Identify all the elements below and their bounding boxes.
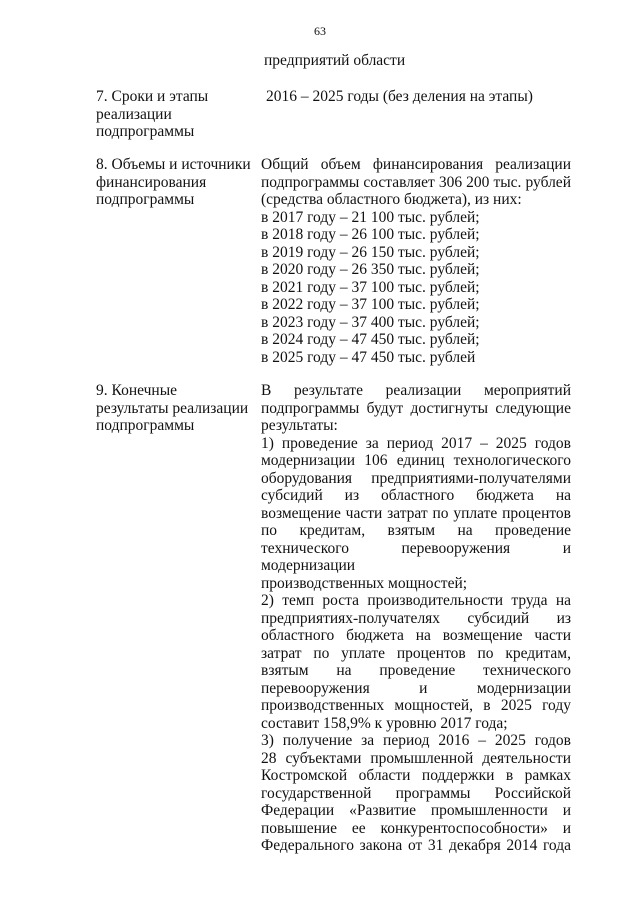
content-line: результаты: — [261, 417, 338, 434]
section-9-content — [261, 382, 571, 855]
content-line: предприятиях-получателях субсидий из — [261, 609, 571, 627]
label-line: подпрограммы — [96, 123, 195, 140]
page-number: 63 — [314, 24, 326, 38]
label-line: реализации — [96, 105, 172, 123]
content-line: технического перевооружения и модернизации — [261, 539, 571, 574]
content-line: (средства областного бюджета), из них: — [261, 191, 522, 208]
content-line: оборудования предприятиями-получателями — [261, 469, 571, 487]
funding-year-line: в 2022 году – 37 100 тыс. рублей; — [261, 296, 480, 313]
funding-year-line: в 2019 году – 26 150 тыс. рублей; — [261, 243, 480, 261]
content-line: Костромской области поддержки в рамках — [261, 767, 571, 784]
content-line: Федерального закона от 31 декабря 2014 года — [261, 837, 571, 854]
content-line: 2) темп роста производительности труда на — [261, 592, 571, 609]
content-line: перевооружения и модернизации — [261, 679, 571, 697]
section-7-content — [266, 88, 576, 106]
content-line: государственной программы Российской — [261, 784, 571, 802]
label-line: подпрограммы — [96, 417, 195, 434]
content-line: затрат по уплате процентов по кредитам, — [261, 644, 571, 662]
continuation-text: предприятий области — [264, 52, 406, 69]
content-line: составит 158,9% к уровню 2017 года; — [261, 714, 508, 732]
funding-year-line: в 2021 году – 37 100 тыс. рублей; — [261, 278, 480, 296]
content-line: возмещение части затрат по уплате процентов — [261, 504, 571, 522]
content-line: Общий объем финансирования реализации — [261, 156, 571, 173]
label-line: результаты реализации — [96, 399, 249, 417]
section-8-label — [96, 156, 256, 209]
content-line: субсидий из областного бюджета на — [261, 487, 571, 504]
section-9-label — [96, 382, 256, 435]
content-line: В результате реализации мероприятий — [261, 382, 571, 399]
content-line: подпрограммы будут достигнуты следующие — [261, 399, 571, 417]
label-line: 9. Конечные — [96, 382, 177, 399]
content-line: областного бюджета на возмещение части — [261, 627, 571, 644]
content-line: 28 субъектами промышленной деятельности — [261, 749, 571, 767]
content-line: 1) проведение за период 2017 – 2025 годов — [261, 434, 571, 452]
content-line: производственных мощностей, в 2025 году — [261, 697, 571, 714]
label-line: подпрограммы — [96, 191, 195, 208]
content-line: взятым на проведение технического — [261, 662, 571, 679]
content-line: по кредитам, взятым на проведение — [261, 522, 571, 539]
funding-year-line: в 2023 году – 37 400 тыс. рублей; — [261, 313, 480, 331]
content-line: повышение ее конкурентоспособности» и — [261, 819, 571, 837]
content-line: Федерации «Развитие промышленности и — [261, 802, 571, 819]
label-line: 8. Объемы и источники — [96, 156, 251, 173]
section-8-content — [261, 156, 571, 366]
section-7-label — [96, 88, 256, 141]
funding-year-line: в 2018 году – 26 100 тыс. рублей; — [261, 226, 480, 243]
funding-year-line: в 2020 году – 26 350 тыс. рублей; — [261, 261, 480, 278]
content-line: 2016 – 2025 годы (без деления на этапы) — [266, 88, 533, 105]
funding-year-line: в 2017 году – 21 100 тыс. рублей; — [261, 208, 480, 226]
funding-year-line: в 2024 году – 47 450 тыс. рублей; — [261, 331, 480, 348]
content-line: модернизации 106 единиц технологического — [261, 452, 571, 469]
label-line: финансирования — [96, 173, 207, 191]
content-line: 3) получение за период 2016 – 2025 годов — [261, 732, 571, 749]
label-line: 7. Сроки и этапы — [96, 88, 209, 105]
content-line: подпрограммы составляет 306 200 тыс. рублей — [261, 173, 571, 191]
content-line: производственных мощностей; — [261, 574, 468, 592]
funding-year-line: в 2025 году – 47 450 тыс. рублей — [261, 348, 476, 366]
